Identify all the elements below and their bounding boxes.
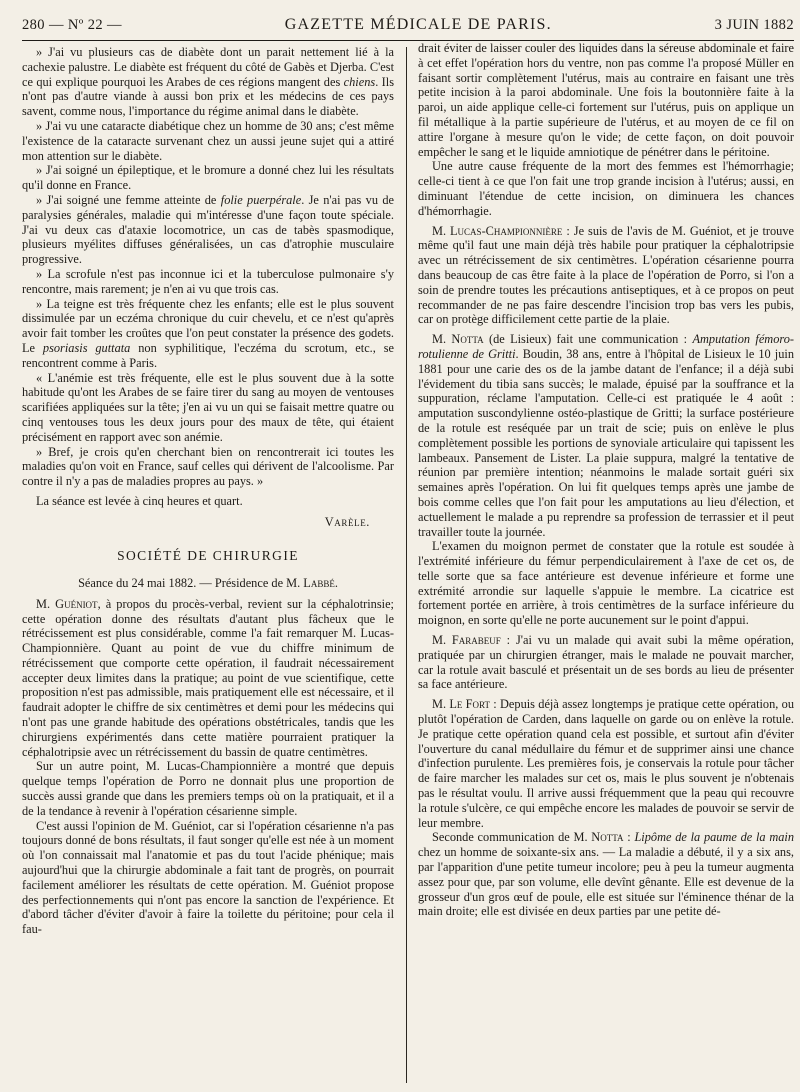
page-number: 280 — Nº 22 — xyxy=(22,17,122,33)
paragraph-scrofule: » La scrofule n'est pas inconnue ici et la tuberculose pulmonaire s'y rencontre, mais rarement; je n'en ai vu que trois cas. xyxy=(22,266,394,296)
paragraph-cataracte: » J'ai vu une cataracte diabétique chez un homme de 30 ans; c'est même l'existence de la cataracte survenant chez un aussi jeune sujet qui a attiré mon attention sur le diabète. xyxy=(22,118,394,163)
column-rule xyxy=(406,47,407,1083)
paragraph-moignon: L'examen du moignon permet de constater que la rotule est soudée à l'extrémité inférieure du fémur perpendiculairement à l'axe de cet os, de telle sorte que sa face antérieure est devenue inférieure et forme une extrémité arrondie sur laquelle s'appuie le membre. La cicatrice est fortement portée en arrière, à trois centimètres de la surface inférieure du moignon, en sorte qu'elle ne porte aucunement sur le point d'appui. xyxy=(418,539,794,628)
text-columns xyxy=(22,43,794,1083)
right-column xyxy=(418,41,794,1083)
author-signature: Varèle. xyxy=(324,514,370,529)
paragraph-diabete: » J'ai vu plusieurs cas de diabète dont un parait nettement lié à la cachexie palustre. Le diabète est fréquent du côté de Gabès et Djerba. C'est ce qui explique pourquoi les Arabes de ces régions mangent des chiens. Ils n'ont pas d'autre viande à aussi bon prix et les médecins de ces pays savent, comme nous, l'importance du régime animal dans le diabète. xyxy=(22,45,394,119)
paragraph-cesarienne: C'est aussi l'opinion de M. Guéniot, car si l'opération césarienne n'a pas toujours donné de bons résultats, il faut songer qu'elle est née à un moment où l'on connaissait mal l'anatomie et pas du tout l'acide phénique; mais aujourd'hui que la chirurgie abdominale a fait tant de progrès, on pourrait facilement améliorer les résultats de cette opération. M. Guéniot propose des perfectionnements qui n'ont pas encore la sanction de l'expérience. Et d'abord tâcher d'éviter d'avoir à faire la toilette du péritoine; pour cela il fau- xyxy=(22,818,394,937)
paragraph-gueniot: M. Guéniot, à propos du procès-verbal, revient sur la céphalotrinsie; cette opération donne des résultats d'autant plus fâcheux que le rétrécissement est plus considérable, comme l'a fait remarquer M. Lucas-Championnière. Quant au point de vue du chiffre minimum de rétrécissement que comporte cette opération, il faudrait nécessairement accepter deux limites dans la pratique; au point de vue scientifique, cette proposition n'est pas admissible, mais pratiquement elle est nécessaire, et il faudrait adopter le chiffre de six centimètres et demi pour les médecins qui n'ont pas une grande habitude des opérations obstétricales, tandis que les chirurgiens expérimentés dans cette matière pourraient pratiquer la céphalotripsie avec un rétrécissement du bassin de quatre centimètres. xyxy=(22,596,394,759)
section-title: SOCIÉTÉ DE CHIRURGIE xyxy=(117,547,299,563)
paragraph-continuation: drait éviter de laisser couler des liquides dans la séreuse abdominale et faire à cet effet l'opération hors du ventre, non pas comme l'a proposé Müller en faisant sortir complètement l'utérus, mais au contraire en faisant une très petite incision à la paroi abdominale. Une fois la boutonnière faite à la paroi, un aide applique celle-ci fortement sur l'utérus, puis on applique un fil métallique à la partie supérieure de l'utérus, et au moyen de ce fil on attire l'organe à mesure qu'on le vide; de cette façon, on doit pouvoir empêcher le sang et le liquide amniotique de pénétrer dans le péritoine. xyxy=(418,41,794,159)
paragraph-porro: Sur un autre point, M. Lucas-Championnière a montré que depuis quelque temps l'opération de Porro ne donnait plus une proportion de succès aussi grande que dans les premiers temps où on la pratiquait, et il a de la tendance à revenir à l'opération césarienne simple. xyxy=(22,759,394,818)
page-header xyxy=(22,16,794,41)
paragraph-seance-levee: La séance est levée à cinq heures et quart. xyxy=(36,493,243,508)
paragraph-lipome: Seconde communication de M. Notta : Lipôme de la paume de la main chez un homme de soixante-six ans. — La maladie a débuté, il y a six ans, par l'apparition d'une petite tumeur incolore; peu à peu la tumeur augmenta assez pour que, par son volume, elle devînt gênante. Elle est devenue de la grosseur d'un gros œuf de poule, elle est située sur l'éminence thénar de la main droite; elle est divisée en deux parties par une petite dé- xyxy=(418,830,794,919)
paragraph-hemorrhagie: Une autre cause fréquente de la mort des femmes est l'hémorrhagie; celle-ci tient à ce que l'on fait une trop grande incision à l'utérus; aussi, en diminuant l'étendue de cette incision, on diminuera les chances d'hémorrhagie. xyxy=(418,159,794,218)
journal-title: GAZETTE MÉDICALE DE PARIS. xyxy=(284,16,552,33)
paragraph-anemie: « L'anémie est très fréquente, elle est le plus souvent due à la sotte habitude qu'ont les Arabes de se faire tirer du sang au moyen de ventouses scarifiées appliquées sur la tête; j'en ai vu un qui se faisait mettre quatre ou cinq ventouses tous les deux jours pour des maux de tête, qui étaient précisément en rapport avec son anémie. xyxy=(22,370,394,444)
paragraph-lucas-championniere: M. Lucas-Championnière : Je suis de l'avis de M. Guéniot, et je trouve même qu'il faut une main déjà très habile pour pratiquer la céphalotripsie avec un rétrécissement de six centimètres. L'opération césarienne pourra dans beaucoup de cas être faite à la place de l'opération de Porro, si l'on a soin de prendre toutes les précautions antiseptiques, et à ce propos on peut recommander de ne pas faire descendre l'incision trop bas vers les pubis, car on protège difficilement cette partie de la plaie. xyxy=(418,223,794,327)
paragraph-le-fort: M. Le Fort : Depuis déjà assez longtemps je pratique cette opération, ou plutôt l'opération de Carden, dans laquelle on garde ou on enlève la rotule. Je pratique cette opération quand cela est possible, et surtout afin d'éviter l'ouverture du canal médullaire du fémur et de supprimer ainsi une chance d'infection purulente. Les premières fois, je conservais la rotule pour tâcher de faire marcher les malades sur cet os, mais le plus souvent je n'obtenais pas le résultat voulu. Il arrive aussi fréquemment que la peau qui recouvre la rotule s'ulcère, ce qui empêche encore les malades de pouvoir se servir de leur membre. xyxy=(418,697,794,830)
paragraph-teigne: » La teigne est très fréquente chez les enfants; elle est le plus souvent dissimulée par un eczéma chronique du cuir chevelu, et ce n'est qu'après avoir fait tomber les croûtes que l'on peut constater la présence des godets. Le psoriasis guttata non syphilitique, l'eczéma du scrotum, etc., se rencontrent comme à Paris. xyxy=(22,296,394,370)
paragraph-farabeuf: M. Farabeuf : J'ai vu un malade qui avait subi la même opération, pratiquée par un chirurgien étranger, mais le malade ne pouvait marcher, car la rotule avait basculé et présentait un de ses bords au lieu de présenter sa face antérieure. xyxy=(418,633,794,692)
seance-line: Séance du 24 mai 1882. — Présidence de M. Labbé. xyxy=(78,575,338,590)
left-column xyxy=(22,43,394,1083)
paragraph-epileptique: » J'ai soigné un épileptique, et le bromure a donné chez lui les résultats qu'il donne en France. xyxy=(22,163,394,193)
paragraph-notta-gritti: M. Notta (de Lisieux) fait une communication : Amputation fémoro-rotulienne de Gritti. Boudin, 38 ans, entre à l'hôpital de Lisieux le 10 juin 1881 pour une carie des os de la jambe datant de l'enfance; il a déjà subi l'évidement du tibia sans succès; le malade, épuisé par la souffrance et la suppuration, réclame l'amputation. Celle-ci est pratiquée le 4 août : amputation suscondylienne ostéo-plastique de Gritti; la surface postérieure de la rotule est reséquée par un trait de scie; puis on enlève le plus complètement possible les portions de synoviale articulaire qui tapissent les lambeaux. Pansement de Lister. La plaie suppura, malgré la tentative de réunion par première intention; néanmoins le malade sortait guéri six semaines après l'opération. On lui fit quelques temps après une jambe de bois comme celles que l'on fait pour les amputations au lieu d'élection, et actuellement le malade a pu reprendre sa profession de terrassier et il peut travailler toute la journée. xyxy=(418,332,794,539)
issue-date: 3 JUIN 1882 xyxy=(714,17,794,33)
paragraph-folie-puerperale: » J'ai soigné une femme atteinte de folie puerpérale. Je n'ai pas vu de paralysies générales, maladie qui m'intéresse d'une façon toute spéciale. J'ai vu deux cas d'ataxie locomotrice, un cas de tabès spasmodique, plusieurs myélites diffuses généralisées, un cas d'atrophie musculaire progressive. xyxy=(22,192,394,267)
paragraph-bref: » Bref, je crois qu'en cherchant bien on rencontrerait ici toutes les maladies qu'on voit en France, sauf celles qui dérivent de l'alcoolisme. Par contre il n'y a pas de maladies propres au pays. » xyxy=(22,444,394,489)
